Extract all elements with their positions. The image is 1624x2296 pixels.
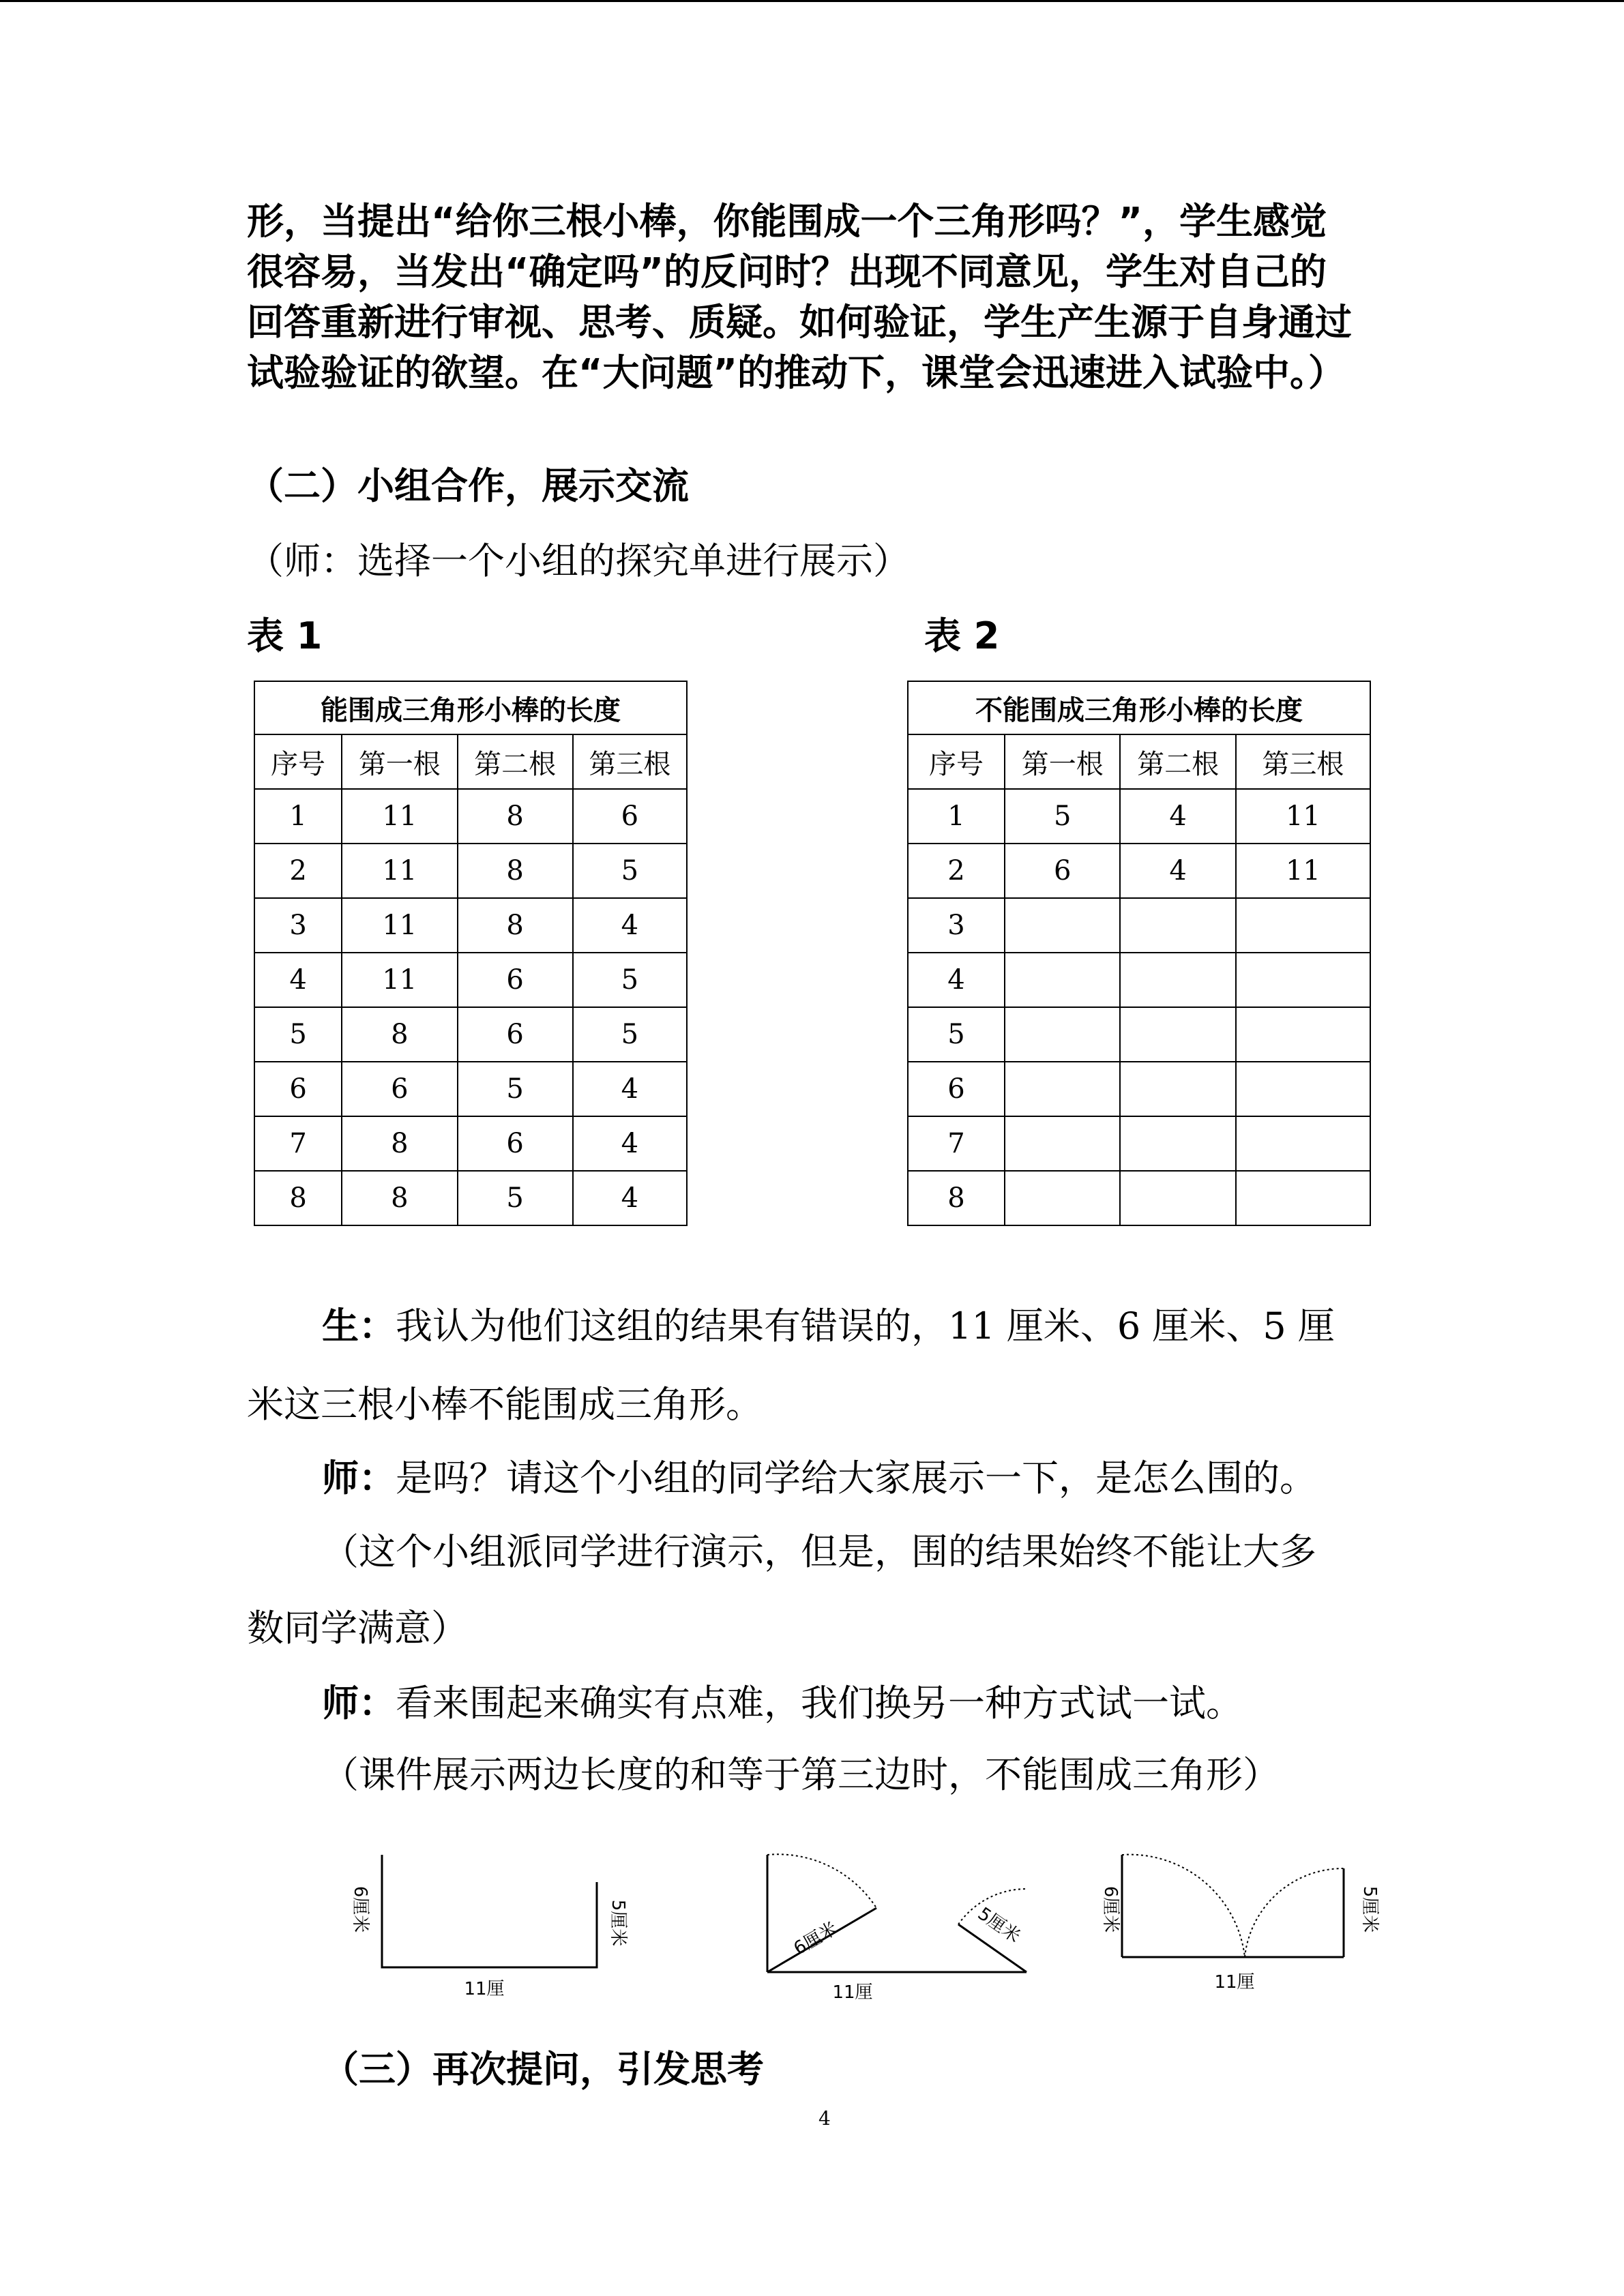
table1-cell: 4 (573, 1062, 687, 1116)
table1-cell: 11 (342, 953, 457, 1007)
table1-cell: 6 (458, 1007, 573, 1062)
table1-cell: 6 (254, 1062, 342, 1116)
table2-cell (1120, 1171, 1235, 1225)
table1-cell: 6 (573, 789, 687, 844)
table2-cell (1005, 953, 1120, 1007)
table1-cell: 8 (342, 1171, 457, 1225)
table1-cell: 5 (573, 953, 687, 1007)
section-3-heading: （三）再次提问，引发思考 (322, 2048, 764, 2091)
table2-cell: 5 (1005, 789, 1120, 844)
table1-label: 表 1 (247, 614, 323, 657)
table1-cell: 5 (458, 1062, 573, 1116)
dialogue-text: （这个小组派同学进行演示，但是，围的结果始终不能让大多 (322, 1530, 1316, 1573)
table2-header: 第一根 (1005, 734, 1120, 789)
speaker-label: 生： (322, 1304, 396, 1347)
table1-cell: 4 (573, 1116, 687, 1171)
figure-arc-shape (754, 1841, 1067, 2012)
table1-cell: 6 (458, 953, 573, 1007)
table2-header: 第二根 (1120, 734, 1235, 789)
table2-header: 序号 (908, 734, 1005, 789)
table2 (907, 681, 1371, 1226)
table1-cell: 4 (573, 1171, 687, 1225)
dialogue-line (322, 1449, 1316, 1502)
table2-cell (1005, 1007, 1120, 1062)
page-top-border (0, 0, 1624, 2)
table2-cell: 11 (1236, 844, 1370, 898)
table2-cell (1236, 1116, 1370, 1171)
table2-cell (1005, 1116, 1120, 1171)
figure1-left-label: 6厘米 (350, 1885, 370, 1933)
table1-cell: 11 (342, 844, 457, 898)
table1-cell: 5 (573, 1007, 687, 1062)
table2-cell: 1 (908, 789, 1005, 844)
teacher-note: （师：选择一个小组的探究单进行展示） (247, 539, 910, 582)
table1 (254, 681, 688, 1226)
table1-cell: 7 (254, 1116, 342, 1171)
dialogue-line (322, 1746, 1280, 1798)
table2-cell: 11 (1236, 789, 1370, 844)
dialogue-line (322, 1523, 1316, 1575)
table1-cell: 8 (458, 898, 573, 953)
table2-title: 不能围成三角形小棒的长度 (908, 681, 1370, 734)
figure1-bottom-label: 11厘 (464, 1979, 505, 1999)
dialogue-text: 是吗？请这个小组的同学给大家展示一下，是怎么围的。 (396, 1457, 1316, 1500)
table2-cell (1120, 898, 1235, 953)
table2-cell (1005, 1171, 1120, 1225)
table2-cell: 7 (908, 1116, 1005, 1171)
dialogue-line (247, 1599, 468, 1652)
table2-cell (1120, 1007, 1235, 1062)
table2-cell (1120, 953, 1235, 1007)
table1-cell: 4 (573, 898, 687, 953)
figure3-right-label: 5厘米 (1359, 1885, 1380, 1933)
table1-header: 第一根 (342, 734, 457, 789)
section-2-heading: （二）小组合作，展示交流 (247, 464, 689, 507)
table2-cell: 4 (1120, 844, 1235, 898)
intro-paragraph: 形，当提出“给你三根小棒，你能围成一个三角形吗？”，学生感觉很容易，当发出“确定吗”的反问时？出现不同意见，学生对自己的回答重新进行审视、思考、质疑。如何验证，学生产生源于自身通过试验验证的欲望。在“大问题”的推动下，课堂会迅速进入试验中。） (247, 200, 1352, 394)
figure-sticks (382, 1855, 597, 1967)
table2-cell: 4 (1120, 789, 1235, 844)
dialogue-line (322, 1297, 1335, 1350)
table2-cell (1236, 1062, 1370, 1116)
dialogue-text: 数同学满意） (247, 1607, 468, 1650)
table2-cell: 4 (908, 953, 1005, 1007)
table2-cell: 8 (908, 1171, 1005, 1225)
table1-cell: 8 (342, 1116, 457, 1171)
dialogue-text: 看来围起来确实有点难，我们换另一种方式试一试。 (396, 1682, 1243, 1725)
figure3-left-label: 6厘米 (1100, 1885, 1121, 1933)
table2-header: 第三根 (1236, 734, 1370, 789)
table2-cell: 3 (908, 898, 1005, 953)
table1-cell: 5 (573, 844, 687, 898)
dialogue-line (247, 1375, 763, 1428)
table1-title: 能围成三角形小棒的长度 (254, 681, 687, 734)
table2-cell (1236, 1007, 1370, 1062)
table2-cell: 6 (1005, 844, 1120, 898)
table1-cell: 1 (254, 789, 342, 844)
table1-cell: 8 (254, 1171, 342, 1225)
table1-cell: 8 (342, 1007, 457, 1062)
table2-cell (1005, 1062, 1120, 1116)
dialogue-text: （课件展示两边长度的和等于第三边时，不能围成三角形） (322, 1753, 1280, 1796)
figure-open-shape (334, 1841, 641, 2005)
table1-cell: 2 (254, 844, 342, 898)
figure1-right-label: 5厘米 (608, 1899, 628, 1947)
figure2-left-arc (767, 1854, 876, 1908)
table1-cell: 8 (458, 844, 573, 898)
figure-arcs-meeting (1091, 1834, 1405, 2005)
figure3-bottom-label: 11厘 (1214, 1972, 1255, 1993)
dialogue-line (322, 1674, 1243, 1727)
table2-cell: 5 (908, 1007, 1005, 1062)
table1-cell: 3 (254, 898, 342, 953)
table1-cell: 5 (458, 1171, 573, 1225)
table2-label: 表 2 (924, 614, 1000, 657)
table1-cell: 6 (458, 1116, 573, 1171)
table1-header: 序号 (254, 734, 342, 789)
speaker-label: 师： (322, 1457, 396, 1500)
table2-cell (1236, 953, 1370, 1007)
dialogue-text: 我认为他们这组的结果有错误的，11 厘米、6 厘米、5 厘 (396, 1304, 1335, 1347)
table1-header: 第三根 (573, 734, 687, 789)
table1-cell: 11 (342, 789, 457, 844)
figure3-right-arc (1245, 1868, 1344, 1957)
table2-cell (1120, 1062, 1235, 1116)
table2-cell (1005, 898, 1120, 953)
figure2-right-label: 5厘米 (973, 1903, 1024, 1948)
table2-cell (1236, 898, 1370, 953)
table2-cell: 6 (908, 1062, 1005, 1116)
table2-cell (1120, 1116, 1235, 1171)
figure2-bottom-label: 11厘 (832, 1982, 873, 2003)
table2-cell (1236, 1171, 1370, 1225)
figure3-left-arc (1122, 1855, 1245, 1957)
table1-cell: 8 (458, 789, 573, 844)
speaker-label: 师： (322, 1682, 396, 1725)
table1-cell: 11 (342, 898, 457, 953)
figure2-left-label: 6厘米 (790, 1918, 842, 1960)
table1-header: 第二根 (458, 734, 573, 789)
table1-cell: 5 (254, 1007, 342, 1062)
dialogue-text: 米这三根小棒不能围成三角形。 (247, 1383, 763, 1426)
page-number: 4 (818, 2107, 831, 2130)
table2-cell: 2 (908, 844, 1005, 898)
table1-cell: 4 (254, 953, 342, 1007)
table1-cell: 6 (342, 1062, 457, 1116)
